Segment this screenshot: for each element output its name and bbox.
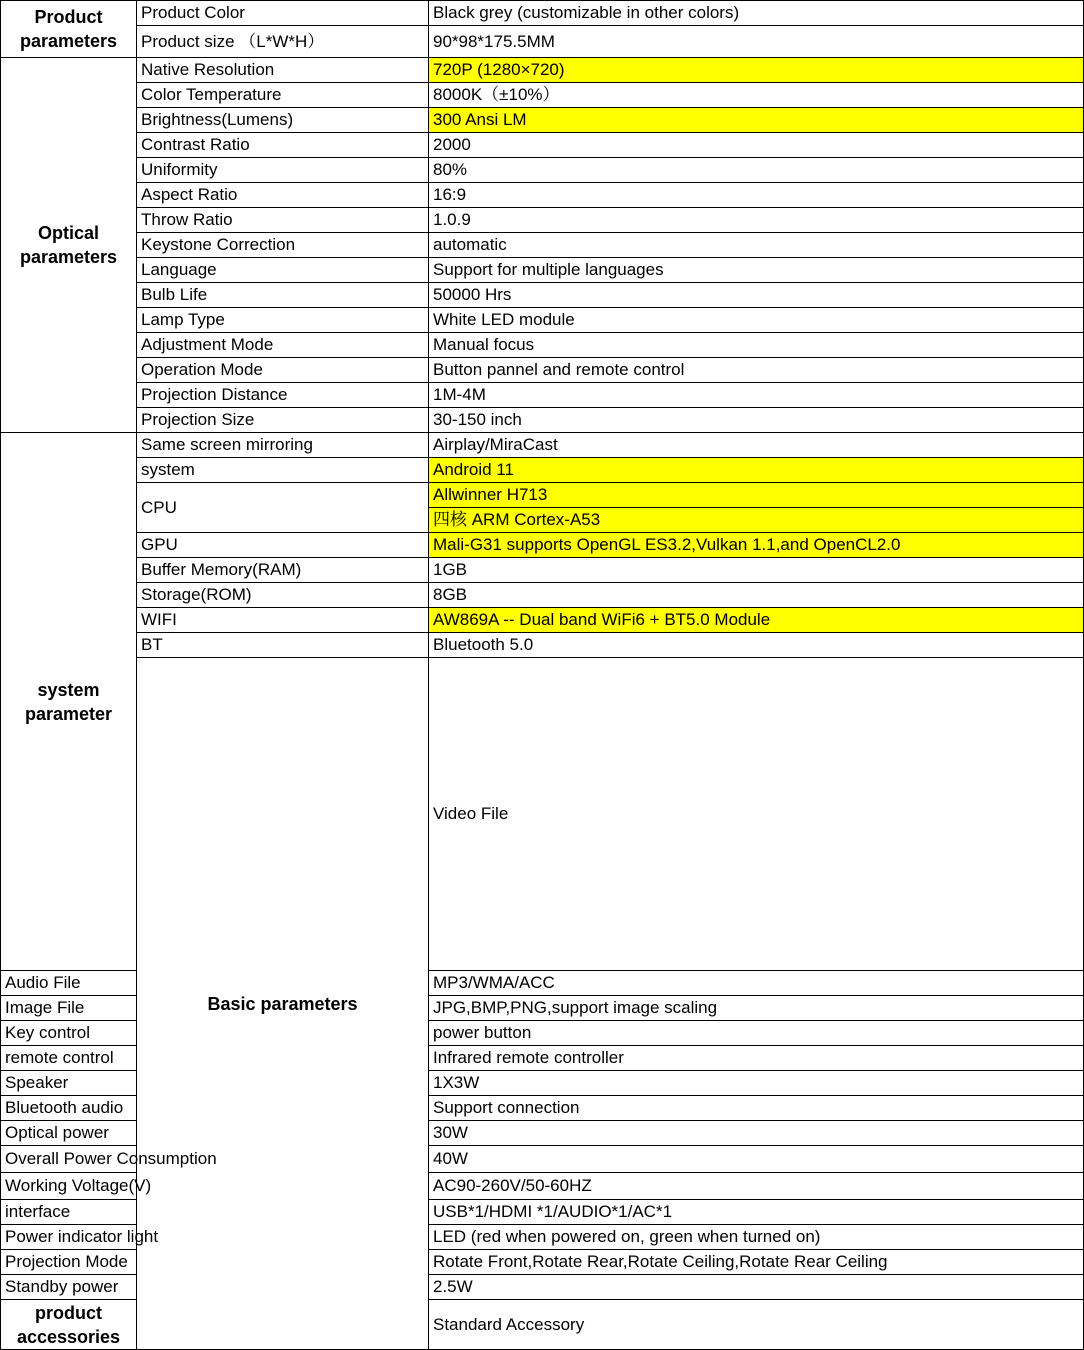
row-value: Bluetooth 5.0 xyxy=(429,633,1084,658)
row-value: 8000K（±10%） xyxy=(429,83,1084,108)
row-value: 1GB xyxy=(429,558,1084,583)
table-row xyxy=(1,133,1084,158)
row-label: Power indicator light xyxy=(1,1225,137,1250)
row-value: 720P (1280×720) xyxy=(429,58,1084,83)
table-row xyxy=(1,1,1084,26)
table-row xyxy=(1,658,1084,971)
row-value: 1M-4M xyxy=(429,383,1084,408)
table-row xyxy=(1,58,1084,83)
row-label: Same screen mirroring xyxy=(137,433,429,458)
row-label: WIFI xyxy=(137,608,429,633)
row-value: Airplay/MiraCast xyxy=(429,433,1084,458)
row-label: Uniformity xyxy=(137,158,429,183)
row-value: power button xyxy=(429,1021,1084,1046)
row-value: 50000 Hrs xyxy=(429,283,1084,308)
row-value: 四核 ARM Cortex-A53 xyxy=(429,508,1084,533)
row-label: Color Temperature xyxy=(137,83,429,108)
table-row xyxy=(1,283,1084,308)
row-value: Rotate Front,Rotate Rear,Rotate Ceiling,Rotate Rear Ceiling xyxy=(429,1250,1084,1275)
row-label: Product Color xyxy=(137,1,429,26)
table-row xyxy=(1,308,1084,333)
row-label: Speaker xyxy=(1,1071,137,1096)
table-row xyxy=(1,633,1084,658)
table-row xyxy=(1,26,1084,58)
row-label: system xyxy=(137,458,429,483)
table-row xyxy=(1,158,1084,183)
row-value: automatic xyxy=(429,233,1084,258)
row-label: Standard Accessory xyxy=(429,1300,1084,1350)
table-row xyxy=(1,208,1084,233)
row-label: Projection Mode xyxy=(1,1250,137,1275)
row-label: Throw Ratio xyxy=(137,208,429,233)
row-label: Keystone Correction xyxy=(137,233,429,258)
table-row xyxy=(1,583,1084,608)
row-value: 30W xyxy=(429,1121,1084,1146)
group-product-accessories: product accessories xyxy=(1,1300,137,1350)
row-value: JPG,BMP,PNG,support image scaling xyxy=(429,996,1084,1021)
table-row xyxy=(1,408,1084,433)
row-value: Support for multiple languages xyxy=(429,258,1084,283)
row-value: AC90-260V/50-60HZ xyxy=(429,1173,1084,1200)
table-row xyxy=(1,108,1084,133)
row-label: GPU xyxy=(137,533,429,558)
row-value: Android 11 xyxy=(429,458,1084,483)
row-label: Contrast Ratio xyxy=(137,133,429,158)
group-system-parameter: system parameter xyxy=(1,433,137,971)
table-row xyxy=(1,333,1084,358)
row-label: Audio File xyxy=(1,971,137,996)
group-product-parameters: Product parameters xyxy=(1,1,137,58)
table-row xyxy=(1,433,1084,458)
table-row xyxy=(1,358,1084,383)
row-label: Brightness(Lumens) xyxy=(137,108,429,133)
table-row xyxy=(1,608,1084,633)
row-label: Image File xyxy=(1,996,137,1021)
table-row xyxy=(1,458,1084,483)
row-label: Product size （L*W*H） xyxy=(137,26,429,58)
table-row xyxy=(1,533,1084,558)
row-value: 80% xyxy=(429,158,1084,183)
row-label: Adjustment Mode xyxy=(137,333,429,358)
row-value: USB*1/HDMI *1/AUDIO*1/AC*1 xyxy=(429,1200,1084,1225)
row-value: 1X3W xyxy=(429,1071,1084,1096)
table-row xyxy=(1,383,1084,408)
group-optical-parameters: Optical parameters xyxy=(1,58,137,433)
row-label: Key control xyxy=(1,1021,137,1046)
row-label: Lamp Type xyxy=(137,308,429,333)
row-value: 30-150 inch xyxy=(429,408,1084,433)
row-label: BT xyxy=(137,633,429,658)
row-label: Bluetooth audio xyxy=(1,1096,137,1121)
row-label: interface xyxy=(1,1200,137,1225)
row-value: LED (red when powered on, green when turned on) xyxy=(429,1225,1084,1250)
row-label: Aspect Ratio xyxy=(137,183,429,208)
table-row xyxy=(1,183,1084,208)
row-value: 8GB xyxy=(429,583,1084,608)
row-label: remote control xyxy=(1,1046,137,1071)
table-row xyxy=(1,233,1084,258)
row-value: 2.5W xyxy=(429,1275,1084,1300)
row-label: Native Resolution xyxy=(137,58,429,83)
row-value: 2000 xyxy=(429,133,1084,158)
table-row xyxy=(1,558,1084,583)
row-value: 16:9 xyxy=(429,183,1084,208)
row-label: Standby power xyxy=(1,1275,137,1300)
row-label: Projection Distance xyxy=(137,383,429,408)
row-label: Optical power xyxy=(1,1121,137,1146)
row-value: AW869A -- Dual band WiFi6 + BT5.0 Module xyxy=(429,608,1084,633)
row-label: Operation Mode xyxy=(137,358,429,383)
row-value: Manual focus xyxy=(429,333,1084,358)
row-label: Overall Power Consumption xyxy=(1,1146,137,1173)
row-label: Working Voltage(V) xyxy=(1,1173,137,1200)
row-value: MP3/WMA/ACC xyxy=(429,971,1084,996)
table-row xyxy=(1,83,1084,108)
row-value: White LED module xyxy=(429,308,1084,333)
row-label: Storage(ROM) xyxy=(137,583,429,608)
row-value: Mali-G31 supports OpenGL ES3.2,Vulkan 1.1,and OpenCL2.0 xyxy=(429,533,1084,558)
row-label: Projection Size xyxy=(137,408,429,433)
row-label: Buffer Memory(RAM) xyxy=(137,558,429,583)
row-label: Video File xyxy=(429,658,1084,971)
table-row xyxy=(1,483,1084,508)
row-value: 40W xyxy=(429,1146,1084,1173)
row-label: Bulb Life xyxy=(137,283,429,308)
table-row xyxy=(1,258,1084,283)
row-label: CPU xyxy=(137,483,429,533)
row-value: Support connection xyxy=(429,1096,1084,1121)
row-label: Language xyxy=(137,258,429,283)
row-value: Allwinner H713 xyxy=(429,483,1084,508)
row-value: 1.0.9 xyxy=(429,208,1084,233)
row-value: 90*98*175.5MM xyxy=(429,26,1084,58)
row-value: Infrared remote controller xyxy=(429,1046,1084,1071)
group-basic-parameters: Basic parameters xyxy=(137,658,429,1350)
row-value: Button pannel and remote control xyxy=(429,358,1084,383)
row-value: Black grey (customizable in other colors) xyxy=(429,1,1084,26)
row-value: 300 Ansi LM xyxy=(429,108,1084,133)
